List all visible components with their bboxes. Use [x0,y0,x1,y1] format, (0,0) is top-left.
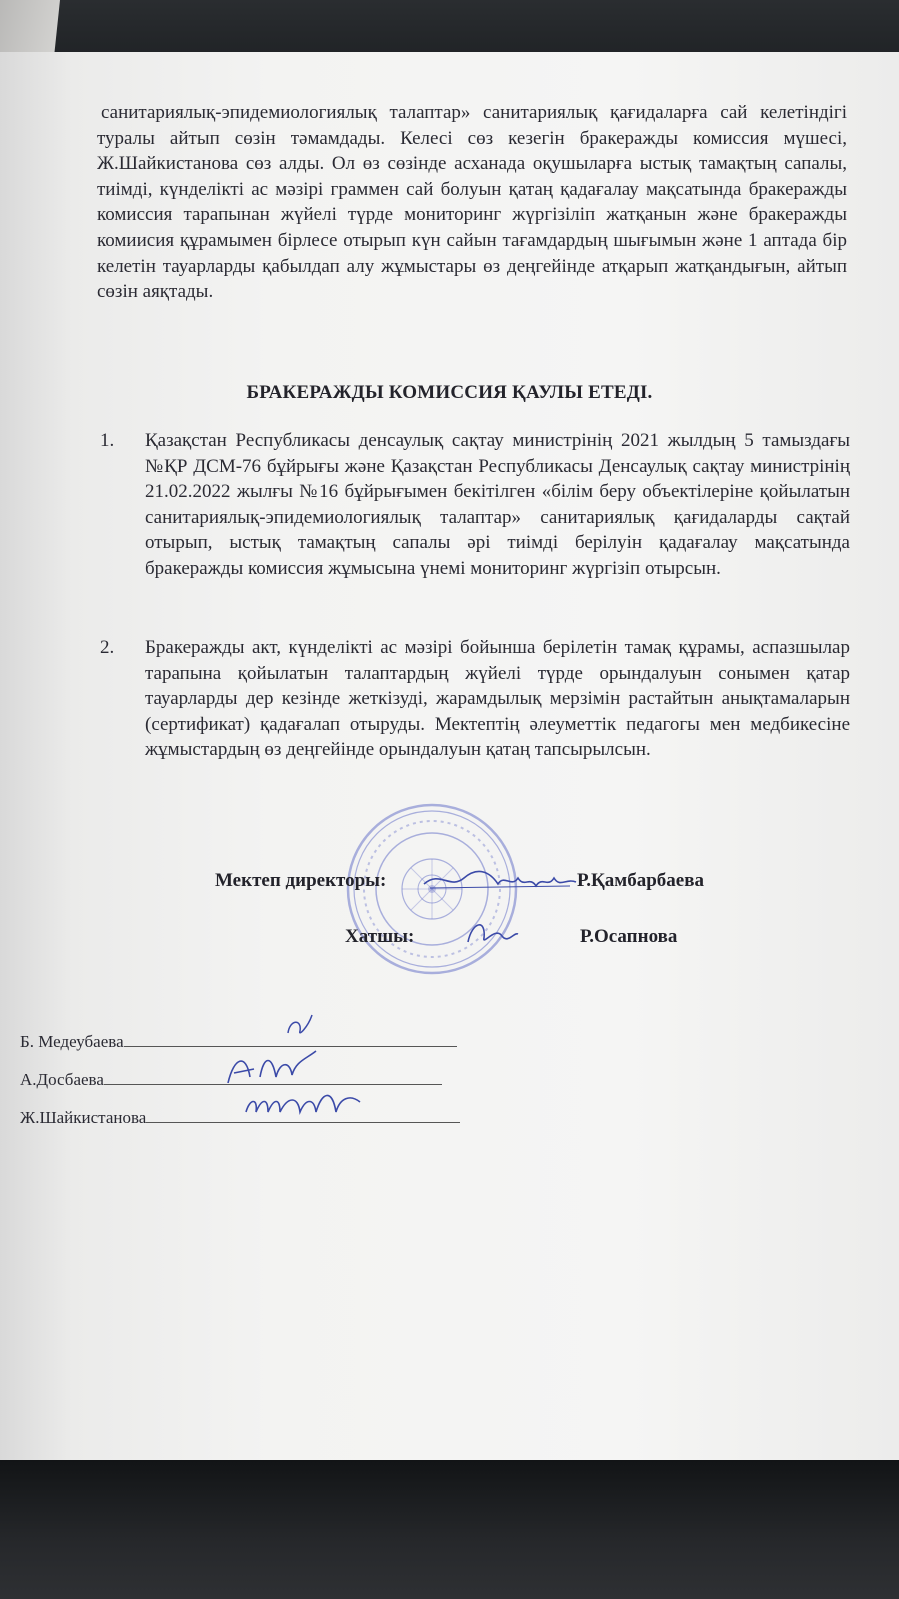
signatory-name: Ж.Шайкистанова [20,1108,147,1127]
signatory-name: Б. Медеубаева [20,1032,124,1051]
resolution-item [100,635,850,763]
director-label: Мектеп директоры: [215,870,387,891]
item-text: Бракеражды акт, күнделікті ас мәзірі бойынша берілетін тамақ құрамы, аспазшылар тарапына қойылатын талаптардың жүйелі түрде орындалуын сонымен қатар тауарларды дер кезінде жеткізуді, жарамдылық мерзімін растайтын анықтамаларын (сертификат) қадағалап отыруды. Мектептің әлеуметтік педагогы мен медбикесіне жұмыстардың өз деңгейінде орындалуын қатаң тапсырылсын. [145,637,850,761]
signature-medeubaeva [280,1007,320,1042]
item-text: Қазақстан Республикасы денсаулық сақтау министрінің 2021 жылдың 5 тамыздағы №ҚР ДСМ-76 бұйрығы және Қазақстан Республикасы Денсаулық сақтау министрінің 21.02.2022 жылғы №16 бұйрығымен бекітілген «білім беру объектілеріне қойылатын санитариялық-эпидемиологиялық талаптар» санитариялық қағидаларды сақтай отырып, ыстық тамақтың сапалы әрі тиімді берілуін қадағалау мақсатында бракеражды комиссия жұмысына үнемі мониторинг жүргізіп отырсын. [145,430,850,579]
signatory-name: А.Досбаева [20,1070,104,1089]
secretary-label: Хатшы: [345,926,415,947]
director-signature [420,864,580,894]
director-name: Р.Қамбарбаева [577,870,704,891]
background-bottom [0,1460,899,1599]
document-page [0,52,899,1460]
secretary-signature [462,912,522,952]
signature-shaikistanova [240,1082,380,1127]
item-number: 2. [100,637,115,658]
resolution-heading: БРАКЕРАЖДЫ КОМИССИЯ ҚАУЛЫ ЕТЕДІ. [246,382,653,403]
item-number: 1. [100,430,115,451]
secretary-name: Р.Осапнова [580,926,678,947]
body-paragraph: санитариялық-эпидемиологиялық талаптар» санитариялық қағидаларға сай келетіндігі туралы айтып сөзін тәмамдады. Келесі сөз кезегін бракеражды комиссия мүшесі, Ж.Шайкистанова сөз алды. Ол өз сөзінде асханада оқушыларға ыстық тамақтың сапалы, тиімді, күнделікті ас мәзірі граммен сай болуын қатаң қадағалау мақсатында бракеражды комиссия тарапынан жүйелі түрде мониторинг жүргізіліп жатқанын және бракеражды комиисия құрамымен бірлесе отырып күн сайын тағамдардың шығымын және 1 аптада бір келетін тауарларды қабылдап алу жұмыстары өз деңгейінде атқарып жатқандығын, айтып сөзін аяқтады. [97,102,847,303]
resolution-item [100,428,850,582]
